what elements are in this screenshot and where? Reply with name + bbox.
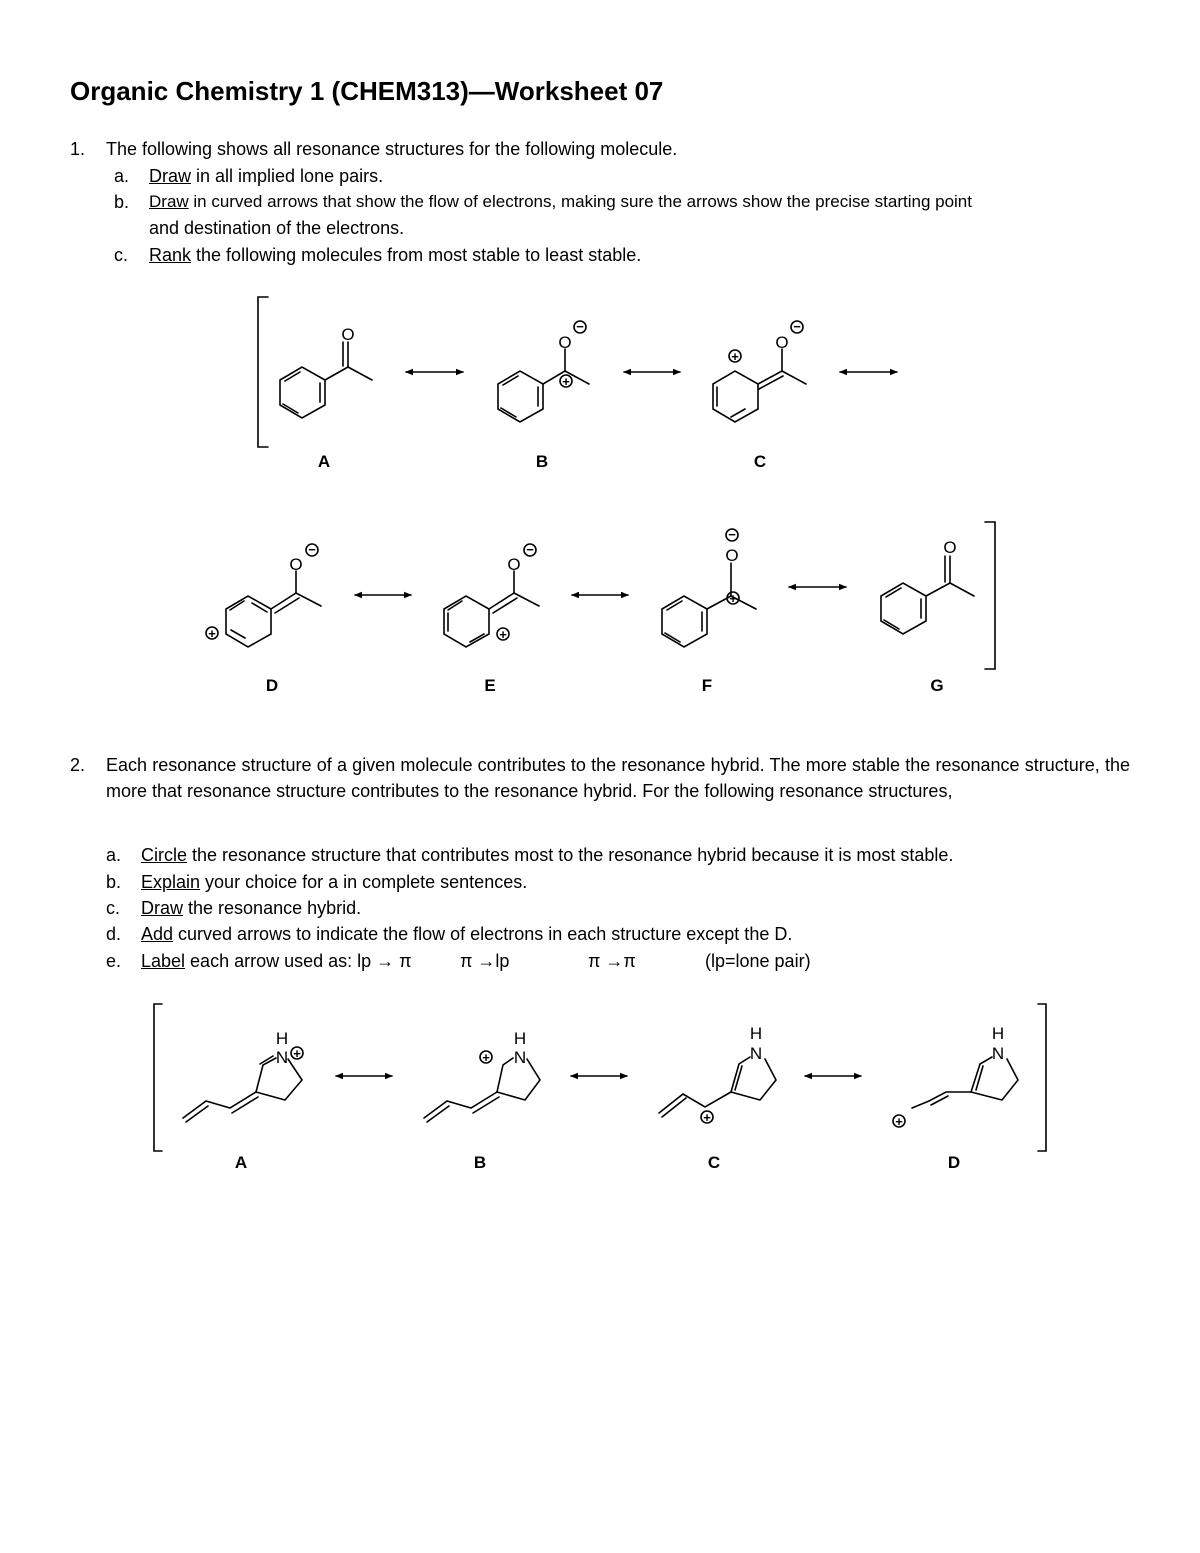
item-letter: c. xyxy=(114,245,129,265)
question-text: Each resonance structure of a given molecule contributes to the resonance hybrid. The more stable the resonance structure, the more that resonance structure contributes to the resonance hybrid. For the following resonance structures, xyxy=(106,755,1130,801)
item-letter: d. xyxy=(106,924,122,944)
minus-charge: − xyxy=(308,542,316,557)
nitrogen-atom: N xyxy=(991,1044,1005,1063)
item-text: each arrow used as: lp → π xyxy=(185,951,412,971)
nitrogen-atom: N xyxy=(749,1044,763,1063)
item-text: in curved arrows that show the flow of electrons, making sure the arrows show the precise starting point xyxy=(188,192,972,211)
label-G: G xyxy=(930,676,944,695)
structure-E xyxy=(444,544,539,647)
oxygen-atom: O xyxy=(507,555,521,574)
oxygen-atom: O xyxy=(289,555,303,574)
hydrogen-atom: H xyxy=(749,1024,763,1043)
page-title: Organic Chemistry 1 (CHEM313)—Worksheet 07 xyxy=(70,76,664,106)
label-D: D xyxy=(265,676,279,695)
item-verb: Rank xyxy=(149,245,192,265)
plus-charge: + xyxy=(208,626,216,641)
label-C: C xyxy=(707,1153,721,1172)
bracket-right xyxy=(1038,1004,1046,1151)
label-A: A xyxy=(317,452,331,471)
minus-charge: − xyxy=(526,542,534,557)
structure-G xyxy=(881,556,974,634)
item-letter: c. xyxy=(106,898,121,918)
oxygen-atom: O xyxy=(558,333,572,352)
item-letter: e. xyxy=(106,951,122,971)
item-letter: b. xyxy=(106,872,122,892)
structure-D xyxy=(206,544,321,647)
item-verb: Circle xyxy=(141,845,188,865)
item-text: in all implied lone pairs. xyxy=(191,166,384,186)
oxygen-atom: O xyxy=(725,546,739,565)
oxygen-atom: O xyxy=(775,333,789,352)
item-verb: Draw xyxy=(149,192,189,211)
structure-A xyxy=(280,342,372,418)
nitrogen-atom: N xyxy=(275,1048,289,1067)
plus-charge: + xyxy=(562,374,570,389)
item-letter: a. xyxy=(106,845,122,865)
structure-D xyxy=(893,1057,1018,1127)
question-text: The following shows all resonance structures for the following molecule. xyxy=(106,139,678,159)
plus-charge: + xyxy=(703,1110,711,1125)
item-text: the resonance structure that contributes most to the resonance hybrid because it is most stable. xyxy=(187,845,954,865)
bracket-left xyxy=(154,1004,162,1151)
plus-charge: + xyxy=(482,1050,490,1065)
structure-B xyxy=(498,321,589,422)
plus-charge: + xyxy=(499,627,507,642)
figure-q2 xyxy=(154,1004,1046,1151)
label-E: E xyxy=(484,676,496,695)
plus-charge: + xyxy=(293,1046,301,1061)
item-text-continued: and destination of the electrons. xyxy=(149,218,405,238)
hydrogen-atom: H xyxy=(513,1029,527,1048)
hydrogen-atom: H xyxy=(991,1024,1005,1043)
label-D: D xyxy=(947,1153,961,1172)
item-letter: b. xyxy=(114,192,130,212)
item-text: the resonance hybrid. xyxy=(183,898,362,918)
minus-charge: − xyxy=(793,319,801,334)
label-option-pi-to-pi: π →π xyxy=(588,951,636,971)
label-B: B xyxy=(535,452,549,471)
item-verb: Add xyxy=(141,924,174,944)
structure-C xyxy=(713,321,806,422)
q1-atom-labels xyxy=(208,319,956,642)
bracket-right xyxy=(985,522,995,669)
item-verb: Label xyxy=(141,951,186,971)
plus-charge: + xyxy=(731,349,739,364)
label-B: B xyxy=(473,1153,487,1172)
structure-C xyxy=(659,1057,776,1123)
label-F: F xyxy=(701,676,713,695)
item-verb: Draw xyxy=(141,898,184,918)
label-C: C xyxy=(753,452,767,471)
item-verb: Explain xyxy=(141,872,201,892)
item-verb: Draw xyxy=(149,166,192,186)
plus-charge: + xyxy=(895,1114,903,1129)
oxygen-atom: O xyxy=(341,325,355,344)
minus-charge: − xyxy=(728,527,736,542)
plus-charge: + xyxy=(729,591,737,606)
figure-q1 xyxy=(206,297,995,669)
bracket-left xyxy=(258,297,268,447)
q2-structure-labels xyxy=(235,1153,960,1172)
question-number: 1. xyxy=(70,139,86,159)
question-number: 2. xyxy=(70,755,86,775)
nitrogen-atom: N xyxy=(513,1048,527,1067)
label-legend: (lp=lone pair) xyxy=(705,951,811,971)
label-A: A xyxy=(234,1153,248,1172)
item-text: your choice for a in complete sentences. xyxy=(200,872,528,892)
q1-structure-labels xyxy=(266,452,944,695)
label-option-pi-to-lp: π →lp xyxy=(460,951,510,971)
item-letter: a. xyxy=(114,166,130,186)
hydrogen-atom: H xyxy=(275,1029,289,1048)
structure-F xyxy=(662,529,756,647)
item-text: curved arrows to indicate the flow of electrons in each structure except the D. xyxy=(173,924,793,944)
item-text: the following molecules from most stable to least stable. xyxy=(191,245,642,265)
minus-charge: − xyxy=(576,319,584,334)
oxygen-atom: O xyxy=(943,538,957,557)
